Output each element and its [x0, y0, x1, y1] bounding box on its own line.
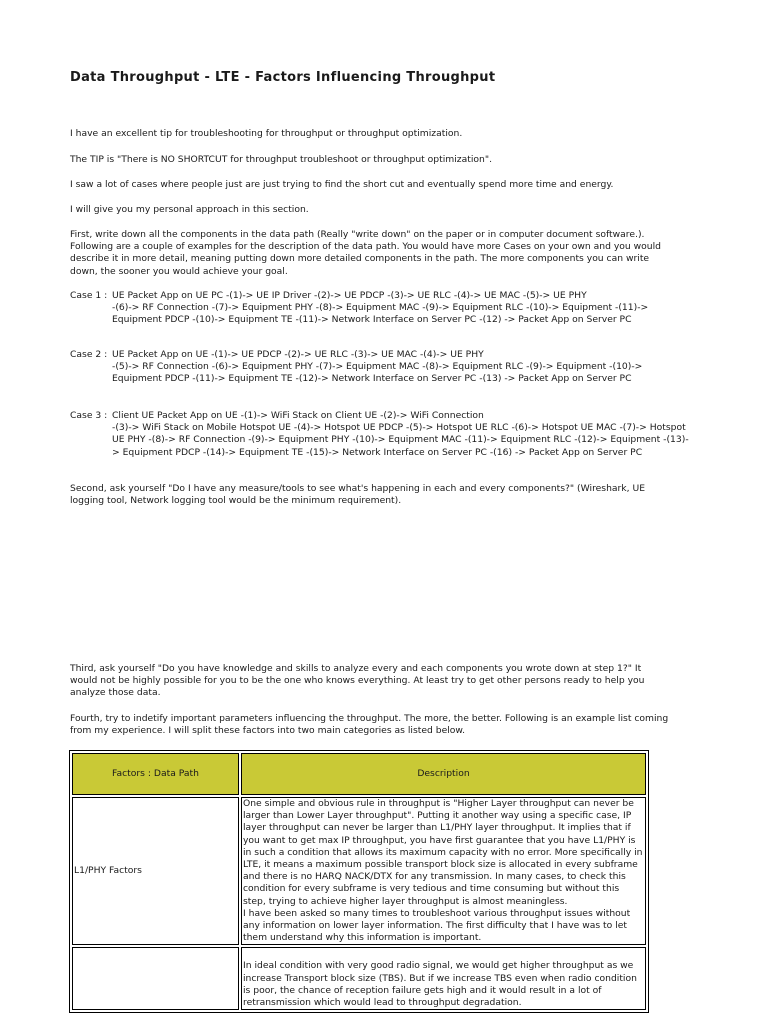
paragraph-step-1: First, write down all the components in the data path (Really "write down" on the paper or in computer document software.). Following are a couple of examples for the description of the data path. You would have more Cases on your own and you would describe it in more detail, meaning putting down more detailed components in the path. The more components you can write down, the sooner you would achieve your goal.	[70, 229, 661, 277]
paragraph-step-3: Third, ask yourself "Do you have knowledge and skills to analyze every and each components you wrote down at step 1?" It would not be highly possible for you to be the one who knows everything. At least try to get other persons ready to help you analyze those data.	[70, 663, 645, 699]
case-path-rest: -(5)-> RF Connection -(6)-> Equipment PHY -(7)-> Equipment MAC -(8)-> Equipment RLC -(9)-> Equipment -(10)-> Equipment PDCP -(11)-> Equipment TE -(12)-> Network Interface on Server PC -(13) -> Packet App on Server PC	[112, 361, 643, 385]
paragraph-tip-intro: I have an excellent tip for troubleshooting for throughput or throughput optimization.	[70, 128, 463, 139]
case-label: Case 2 :	[70, 349, 108, 360]
table-row	[72, 947, 646, 1010]
description-cell: One simple and obvious rule in throughput is "Higher Layer throughput can never be larger than Lower Layer throughput". Putting it another way using a specific case, IP layer throughput can never be larger than L1/PHY layer throughput. It implies that if you want to get max IP throughput, you have first guarantee that you have L1/PHY is in such a condition that allows its maximum capacity with no error. More specifically in LTE, it means a maximum possible transport block size is allocated in every subframe and there is no HARQ NACK/DTX for any transmission. In many cases, to check this condition for every subframe is very tedious and time consuming but without this step, trying to achieve higher layer throughput is almost meaningless. I have been asked so many times to troubleshoot various throughput issues without any information on lower layer information. The first difficulty that I have was to let them understand why this information is important.	[241, 797, 646, 945]
paragraph-step-4: Fourth, try to indetify important parameters influencing the throughput. The more, the better. Following is an example list coming from my experience. I will split these factors into two main categories as listed below.	[70, 713, 669, 737]
case-2	[70, 349, 690, 386]
factor-cell	[72, 947, 239, 1010]
case-path-rest: -(3)-> WiFi Stack on Mobile Hotspot UE -(4)-> Hotspot UE PDCP -(5)-> Hotspot UE RLC -(6)-> Hotspot UE MAC -(7)-> Hotspot UE PHY -(8)-> RF Connection -(9)-> Equipment PHY -(10)-> Equipment MAC -(11)-> Equipment RLC -(12)-> Equipment -(13)-> Equipment PDCP -(14)-> Equipment TE -(15)-> Network Interface on Server PC -(16) -> Packet App on Server PC	[112, 422, 689, 458]
case-path-first: Client UE Packet App on UE -(1)-> WiFi Stack on Client UE -(2)-> WiFi Connection	[112, 410, 484, 421]
table-header-factor: Factors : Data Path	[72, 753, 239, 795]
description-cell: In ideal condition with very good radio signal, we would get higher throughput as we increase Transport block size (TBS). But if we increase TBS even when radio condition is poor, the chance of reception failure gets high and it would result in a lot of retransmission which would lead to throughput degradation.	[241, 947, 646, 1010]
case-1	[70, 290, 690, 327]
paragraph-tip: The TIP is "There is NO SHORTCUT for throughput troubleshoot or throughput optimization".	[70, 154, 492, 165]
factors-table	[69, 750, 649, 1013]
factor-cell: L1/PHY Factors	[72, 797, 239, 945]
paragraph-approach: I will give you my personal approach in this section.	[70, 204, 309, 215]
case-3	[70, 410, 690, 459]
case-path-first: UE Packet App on UE -(1)-> UE PDCP -(2)-> UE RLC -(3)-> UE MAC -(4)-> UE PHY	[112, 349, 484, 360]
paragraph-step-2: Second, ask yourself "Do I have any measure/tools to see what's happening in each and every components?" (Wireshark, UE logging tool, Network logging tool would be the minimum requirement).	[70, 483, 646, 507]
page-title: Data Throughput - LTE - Factors Influencing Throughput	[70, 70, 496, 85]
table-row	[72, 797, 646, 945]
case-path-rest: -(6)-> RF Connection -(7)-> Equipment PHY -(8)-> Equipment MAC -(9)-> Equipment RLC -(10)-> Equipment -(11)-> Equipment PDCP -(10)-> Equipment TE -(11)-> Network Interface on Server PC -(12) -> Packet App on Server PC	[112, 302, 649, 326]
case-label: Case 1 :	[70, 290, 108, 301]
table-header-description: Description	[241, 753, 646, 795]
case-label: Case 3 :	[70, 410, 108, 421]
case-path-first: UE Packet App on UE PC -(1)-> UE IP Driver -(2)-> UE PDCP -(3)-> UE RLC -(4)-> UE MAC -(5)-> UE PHY	[112, 290, 587, 301]
table-header-row	[72, 753, 646, 795]
paragraph-shortcut: I saw a lot of cases where people just are just trying to find the short cut and eventually spend more time and energy.	[70, 179, 614, 190]
